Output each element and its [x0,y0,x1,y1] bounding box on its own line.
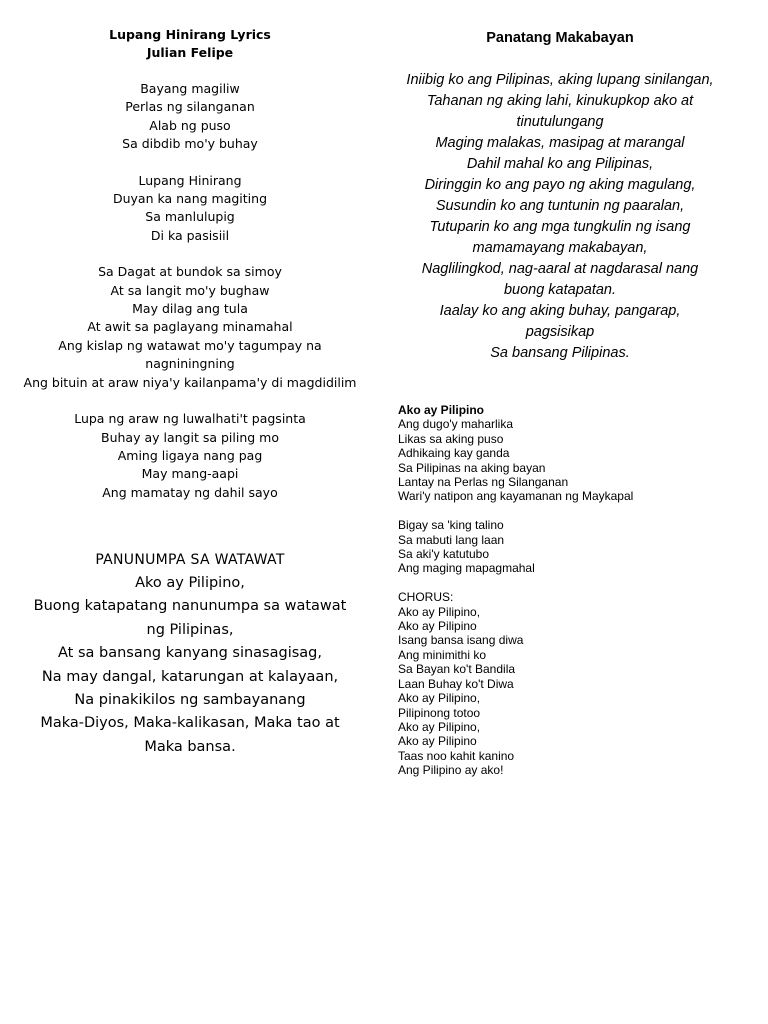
song-line: Likas sa aking puso [398,431,504,446]
pledge-line: Tutuparin ko ang mga tungkulin ng isang [429,219,691,235]
pledge-line: Dahil mahal ko ang Pilipinas, [466,156,654,172]
lyric-line: Duyan ka nang magiting [112,191,268,207]
lyric-line: Ang kislap ng watawat mo'y tagumpay na nagniningning [58,337,322,372]
lyric-line: Di ka pasisiil [150,227,230,243]
oath-line: At sa bansang kanyang sinasagisag, [57,645,322,662]
lyric-line: Sa Dagat at bundok sa simoy [98,264,282,280]
pledge-line: Tahanan ng aking lahi, kinukupkop ako at [426,93,694,109]
lyric-line: Aming ligaya nang pag [117,447,263,463]
pledge-section [390,28,730,364]
pledge-line: buong katapatan. [503,282,617,298]
lyric-line: May dilag ang tula [132,301,248,317]
lyric-line: Sa manlulupig [145,209,235,225]
pledge-line: pagsisikap [525,324,595,340]
song-line: Adhikaing kay ganda [398,446,510,461]
lyric-line: May mang-aapi [141,466,239,482]
oath-section [20,548,360,759]
song-line: Sa aki'y katutubo [398,547,490,562]
pledge-line: Maging malakas, masipag at marangal [435,135,685,151]
pledge-line: Iniibig ko ang Pilipinas, aking lupang sinilangan, [406,72,714,88]
lyric-line: Ang mamatay ng dahil sayo [102,484,278,500]
lyric-line: Ang bituin at araw niya'y kailanpama'y di magdidilim [23,374,357,390]
anthem-author: Julian Felipe [146,45,234,60]
pledge-title: Panatang Makabayan [486,30,634,46]
lyric-line: Buhay ay langit sa piling mo [101,429,279,445]
song-line: Ako ay Pilipino [398,619,477,634]
song-line: Ang dugo'y maharlika [398,417,514,432]
pledge-line: Iaalay ko ang aking buhay, pangarap, [439,303,681,319]
song-line: Ang minimithi ko [398,647,487,662]
song-line: Sa Bayan ko't Bandila [398,662,516,677]
song-line: Taas noo kahit kanino [398,748,515,763]
anthem-stanza-4 [20,410,360,502]
song-verse-1 [398,417,738,503]
song-line: Pilipinong totoo [398,705,481,720]
chorus-label: CHORUS: [398,590,454,605]
pledge-line: Sa bansang Pilipinas. [490,345,630,361]
song-line: Ako ay Pilipino [398,734,477,749]
oath-line: ng Pilipinas, [146,621,234,638]
oath-line: Buong katapatang nanunumpa sa watawat [33,598,347,615]
song-line: Ako ay Pilipino, [398,719,481,734]
pledge-line: tinutulungang [516,114,604,130]
oath-line: Na may dangal, katarungan at kalayaan, [41,668,339,685]
lyric-line: Perlas ng silanganan [125,99,255,115]
oath-title: PANUNUMPA SA WATAWAT [95,552,285,568]
song-section [398,403,738,778]
pledge-body [390,70,730,364]
song-line: Sa mabuti lang laan [398,532,505,547]
oath-line: Na pinakikilos ng sambayanang [74,692,306,709]
oath-line: Maka-Diyos, Maka-kalikasan, Maka tao at [40,715,340,732]
anthem-stanza-3 [20,263,360,392]
anthem-stanza-1 [20,80,360,154]
song-line: Bigay sa 'king talino [398,518,504,533]
lyric-line: Sa dibdib mo'y buhay [122,136,258,152]
lyric-line: Lupang Hinirang [138,172,242,188]
song-verse-2 [398,518,738,576]
song-line: Lantay na Perlas ng Silanganan [398,475,569,490]
pledge-line: Diringgin ko ang payo ng aking magulang, [424,177,696,193]
song-line: Ako ay Pilipino, [398,691,481,706]
song-line: Sa Pilipinas na aking bayan [398,460,546,475]
song-line: Ang Pilipino ay ako! [398,763,504,778]
pledge-line: mamamayang makabayan, [472,240,648,256]
pledge-line: Naglilingkod, nag-aaral at nagdarasal nang [421,261,699,277]
lyric-line: Bayang magiliw [140,81,240,96]
lyric-line: Alab ng puso [149,117,231,133]
oath-line: Maka bansa. [144,738,236,755]
lyric-line: At awit sa paglayang minamahal [87,319,293,335]
song-chorus [398,590,738,777]
oath-line: Ako ay Pilipino, [135,575,245,591]
anthem-title: Lupang Hinirang Lyrics [109,27,271,42]
anthem-stanza-2 [20,172,360,246]
pledge-line: Susundin ko ang tuntunin ng paaralan, [435,198,685,214]
song-line: Laan Buhay ko't Diwa [398,676,514,691]
song-line: Ang maging mapagmahal [398,561,535,576]
anthem-section [20,26,360,502]
song-title: Ako ay Pilipino [398,403,485,417]
song-line: Wari'y natipon ang kayamanan ng Maykapal [398,489,634,504]
lyric-line: At sa langit mo'y bughaw [110,282,270,298]
song-line: Isang bansa isang diwa [398,633,524,648]
song-line: Ako ay Pilipino, [398,604,481,619]
lyric-line: Lupa ng araw ng luwalhati't pagsinta [74,411,306,427]
